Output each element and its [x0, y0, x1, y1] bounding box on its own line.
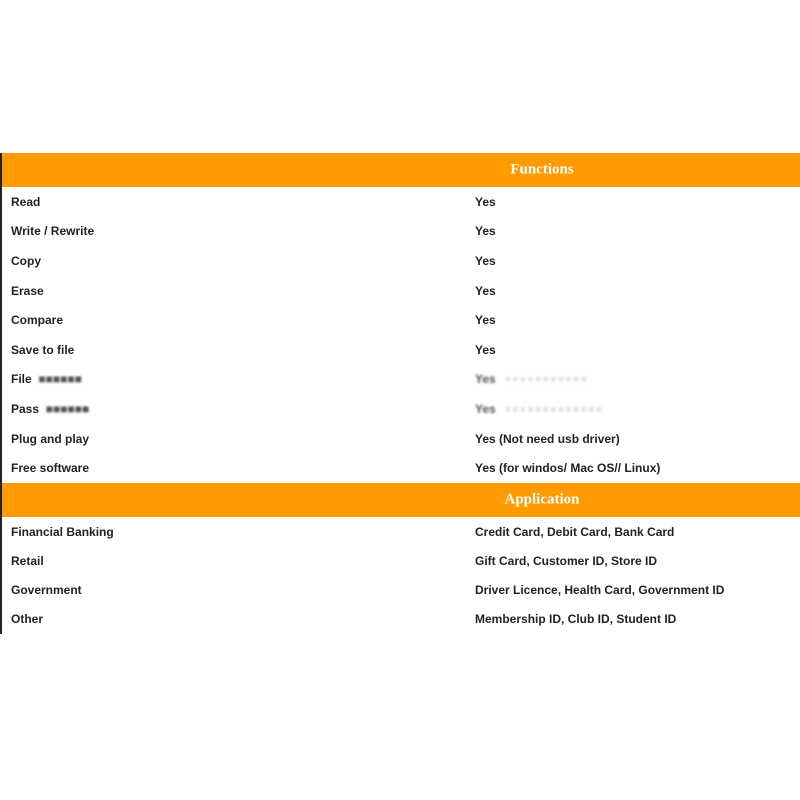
function-name: Write / Rewrite	[11, 224, 95, 239]
application-name: Retail	[11, 553, 44, 568]
functions-title: Functions	[510, 161, 574, 178]
table-row	[2, 335, 800, 365]
table-row-blurred	[2, 365, 800, 395]
function-value: Yes	[475, 401, 496, 416]
function-value: Yes	[475, 224, 496, 239]
redacted-text: ■■■■■■	[35, 372, 82, 387]
function-value: Yes (for windos/ Mac OS// Linux)	[475, 461, 661, 476]
table-row	[2, 605, 800, 634]
application-value: Driver Licence, Health Card, Government ID	[475, 583, 725, 598]
function-value: Yes (Not need usb driver)	[475, 431, 620, 446]
spec-table	[0, 153, 800, 634]
table-row	[2, 187, 800, 217]
table-row	[2, 576, 800, 605]
functions-header	[2, 153, 800, 187]
function-name: File	[11, 372, 32, 387]
redacted-text: ▪ ▪ ▪ ▪ ▪ ▪ ▪ ▪ ▪ ▪ ▪ ▪ ▪	[499, 401, 602, 416]
table-row	[2, 517, 800, 546]
function-name: Plug and play	[11, 431, 90, 446]
function-name: Pass	[11, 401, 40, 416]
application-name: Other	[11, 612, 44, 627]
application-name: Government	[11, 583, 82, 598]
table-row	[2, 453, 800, 483]
function-value: Yes	[475, 313, 496, 328]
table-row	[2, 276, 800, 306]
application-value: Gift Card, Customer ID, Store ID	[475, 553, 658, 568]
function-name: Copy	[11, 253, 41, 268]
function-value: Yes	[475, 194, 496, 209]
function-name: Read	[11, 194, 41, 209]
table-row	[2, 424, 800, 454]
table-row	[2, 305, 800, 335]
table-row	[2, 217, 800, 247]
table-row	[2, 546, 800, 575]
application-value: Membership ID, Club ID, Student ID	[475, 612, 677, 627]
redacted-text: ■■■■■■	[42, 401, 90, 416]
application-name: Financial Banking	[11, 524, 114, 539]
application-value: Credit Card, Debit Card, Bank Card	[475, 524, 675, 539]
application-section	[2, 517, 800, 634]
function-name: Free software	[11, 461, 90, 476]
function-value: Yes	[475, 342, 496, 357]
function-value: Yes	[475, 283, 496, 298]
application-header	[2, 483, 800, 517]
table-row	[2, 246, 800, 276]
function-value: Yes	[475, 253, 496, 268]
function-name: Erase	[11, 283, 44, 298]
function-value: Yes	[475, 372, 496, 387]
table-row-blurred	[2, 394, 800, 424]
function-name: Compare	[11, 313, 64, 328]
redacted-text: ▪ ▪ ▪ ▪ ▪ ▪ ▪ ▪ ▪ ▪ ▪	[499, 372, 586, 387]
function-name: Save to file	[11, 342, 75, 357]
application-title: Application	[504, 491, 580, 508]
